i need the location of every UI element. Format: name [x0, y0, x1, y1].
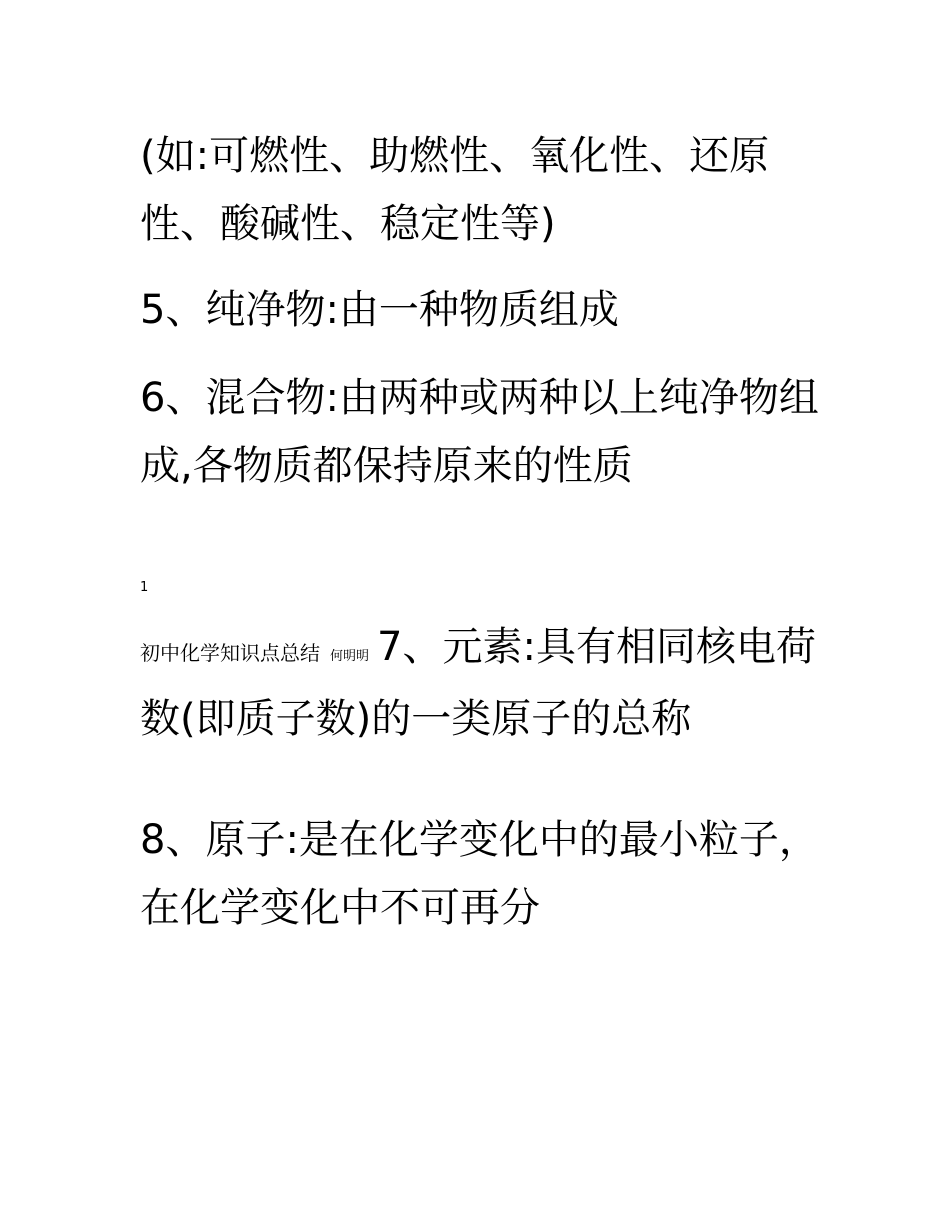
- running-header-title: 初中化学知识点总结: [140, 641, 320, 665]
- running-header-author: 何明明: [330, 649, 370, 664]
- item-8-atom: 8、原子:是在化学变化中的最小粒子，在化学变化中不可再分: [140, 817, 819, 931]
- properties-examples-paragraph: (如:可燃性、助燃性、氧化性、还原性、酸碱性、稳定性等): [140, 133, 770, 247]
- item-5-pure-substance: 5、纯净物:由一种物质组成: [140, 287, 619, 333]
- page-number: 1: [140, 580, 149, 595]
- item-7-element: 7、元素:具有相同核电荷数(即质子数)的一类原子的总称: [140, 624, 816, 742]
- item-6-mixture: 6、混合物:由两种或两种以上纯净物组成,各物质都保持原来的性质: [140, 375, 819, 489]
- item-7-element-paragraph: [140, 616, 820, 750]
